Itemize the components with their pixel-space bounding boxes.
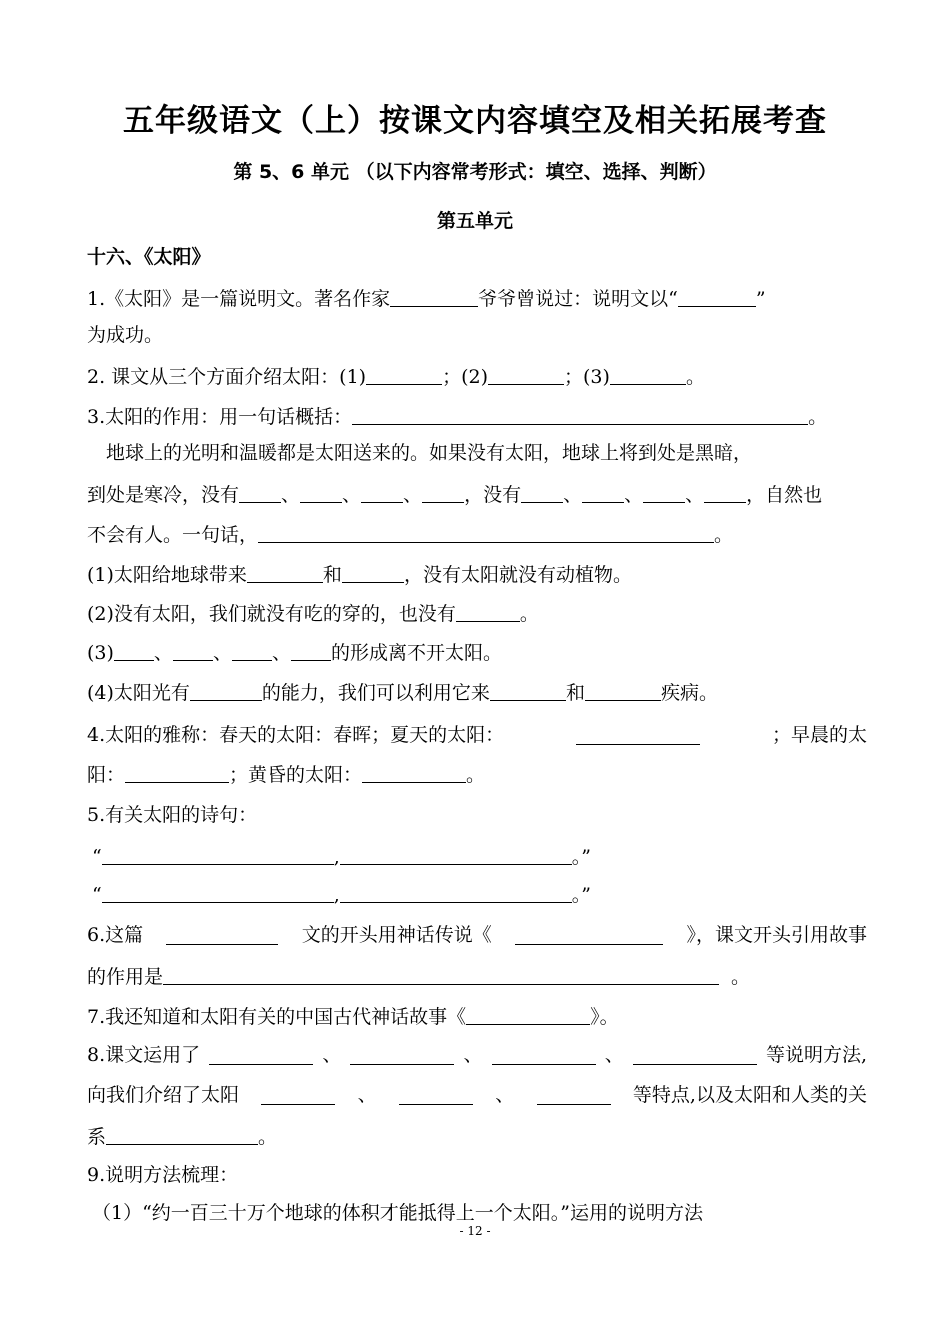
question-3-passage-line-2: 到处是寒冷，没有 、 、 、 ，没有 、 、 、 ，自然也 <box>87 484 823 506</box>
question-3-sub-4: (4)太阳光有 的能力，我们可以利用它来 和 疾病。 <box>87 682 718 704</box>
question-5-poem-line-2: “ , 。” <box>92 884 591 906</box>
blank[interactable] <box>643 482 685 503</box>
question-3 <box>87 402 867 430</box>
blank[interactable] <box>704 482 746 503</box>
blank[interactable] <box>114 640 154 661</box>
q1-text-b: 爷爷曾说过：说明文以“ <box>478 288 678 310</box>
q3-text-p3b: 。 <box>714 524 734 546</box>
blank[interactable] <box>490 680 566 701</box>
blank[interactable] <box>492 1044 596 1065</box>
blank[interactable] <box>125 762 229 783</box>
blank[interactable] <box>342 562 404 583</box>
blank[interactable] <box>190 680 262 701</box>
question-1-line-2: 为成功。 <box>87 324 164 346</box>
q2-text-b: ；(2) <box>442 366 489 388</box>
question-1-line-1 <box>87 284 867 312</box>
q2-text-a: 2. 课文从三个方面介绍太阳：(1) <box>87 366 367 388</box>
q2-text-d: 。 <box>685 366 705 388</box>
question-8-line-3: 系 。 <box>87 1126 278 1148</box>
page-subtitle: 第 5、6 单元 （以下内容常考形式：填空、选择、判断） <box>233 161 717 183</box>
blank[interactable] <box>239 482 281 503</box>
blank[interactable] <box>366 364 442 385</box>
q3-text-b: 。 <box>808 406 828 428</box>
question-2 <box>87 362 867 390</box>
blank[interactable] <box>261 1084 335 1105</box>
question-9-item-1: （1）“约一百三十万个地球的体积才能抵得上一个太阳。”运用的说明方法 <box>92 1202 704 1224</box>
q1-text-c: ” <box>755 288 766 310</box>
question-6-line-1: 6.这篇 文的开头用神话传说《 》，课文开头引用故事 <box>87 924 867 946</box>
blank[interactable] <box>466 1004 590 1025</box>
blank[interactable] <box>102 844 334 865</box>
blank[interactable] <box>106 1124 258 1145</box>
question-3-passage-line-1: 地球上的光明和温暖都是太阳送来的。如果没有太阳，地球上将到处是黑暗， <box>106 442 753 464</box>
q1-text-a: 1.《太阳》是一篇说明文。著名作家 <box>87 288 391 310</box>
question-7: 7.我还知道和太阳有关的中国古代神话故事《 》。 <box>87 1006 619 1028</box>
blank[interactable] <box>291 640 331 661</box>
lesson-heading: 十六、《太阳》 <box>87 246 211 268</box>
question-3-sub-2: (2)没有太阳，我们就没有吃的穿的，也没有 。 <box>87 603 539 625</box>
q2-text-c: ；(3) <box>564 366 610 388</box>
question-5: 5.有关太阳的诗句： <box>87 804 258 826</box>
blank[interactable] <box>515 924 663 945</box>
blank[interactable] <box>352 404 808 425</box>
blank[interactable] <box>350 1044 454 1065</box>
page-title: 五年级语文（上）按课文内容填空及相关拓展考查 <box>123 103 827 139</box>
question-5-poem-line-1: “ , 。” <box>92 846 591 868</box>
question-3-sub-3: (3) 、 、 、 的形成离不开太阳。 <box>87 642 502 664</box>
blank[interactable] <box>102 882 334 903</box>
blank[interactable] <box>399 1084 473 1105</box>
blank[interactable] <box>537 1084 611 1105</box>
blank[interactable] <box>576 724 700 745</box>
blank[interactable] <box>422 482 464 503</box>
blank[interactable] <box>585 680 661 701</box>
blank[interactable] <box>362 762 466 783</box>
blank[interactable] <box>173 640 213 661</box>
blank[interactable] <box>488 364 564 385</box>
question-3-passage-line-3 <box>87 520 867 548</box>
question-8-line-1: 8.课文运用了 、 、 、 等说明方法, <box>87 1044 867 1066</box>
blank[interactable] <box>610 364 686 385</box>
question-8-line-2: 向我们介绍了太阳 、 、 等特点,以及太阳和人类的关 <box>87 1084 867 1106</box>
blank[interactable] <box>390 286 478 307</box>
blank[interactable] <box>456 601 520 622</box>
q3-text-p2a: 到处是寒冷，没有 <box>87 484 240 506</box>
question-4-line-2: 阳： ；黄昏的太阳： 。 <box>87 764 486 786</box>
blank[interactable] <box>340 882 572 903</box>
blank[interactable] <box>633 1044 757 1065</box>
blank[interactable] <box>209 1044 313 1065</box>
question-4-line-1: 4.太阳的雅称：春天的太阳：春晖；夏天的太阳： ；早晨的太 <box>87 724 867 746</box>
blank[interactable] <box>678 286 756 307</box>
blank[interactable] <box>300 482 342 503</box>
q3-text-p2b: ，没有 <box>464 484 522 506</box>
q3-text-p2c: ，自然也 <box>746 484 823 506</box>
blank[interactable] <box>582 482 624 503</box>
blank[interactable] <box>521 482 563 503</box>
blank[interactable] <box>361 482 403 503</box>
unit-heading: 第五单元 <box>436 210 513 232</box>
blank[interactable] <box>247 562 323 583</box>
question-6-line-2: 的作用是 。 <box>87 966 751 988</box>
blank[interactable] <box>232 640 272 661</box>
question-9: 9.说明方法梳理： <box>87 1164 239 1186</box>
q3-text-a: 3.太阳的作用：用一句话概括： <box>87 406 353 428</box>
q3-text-p3a: 不会有人。一句话， <box>87 524 259 546</box>
blank[interactable] <box>258 522 714 543</box>
question-3-sub-1: (1)太阳给地球带来 和 ，没有太阳就没有动植物。 <box>87 564 632 586</box>
blank[interactable] <box>340 844 572 865</box>
page-number: - 12 - <box>459 1224 491 1238</box>
blank[interactable] <box>163 964 719 985</box>
blank[interactable] <box>166 924 278 945</box>
